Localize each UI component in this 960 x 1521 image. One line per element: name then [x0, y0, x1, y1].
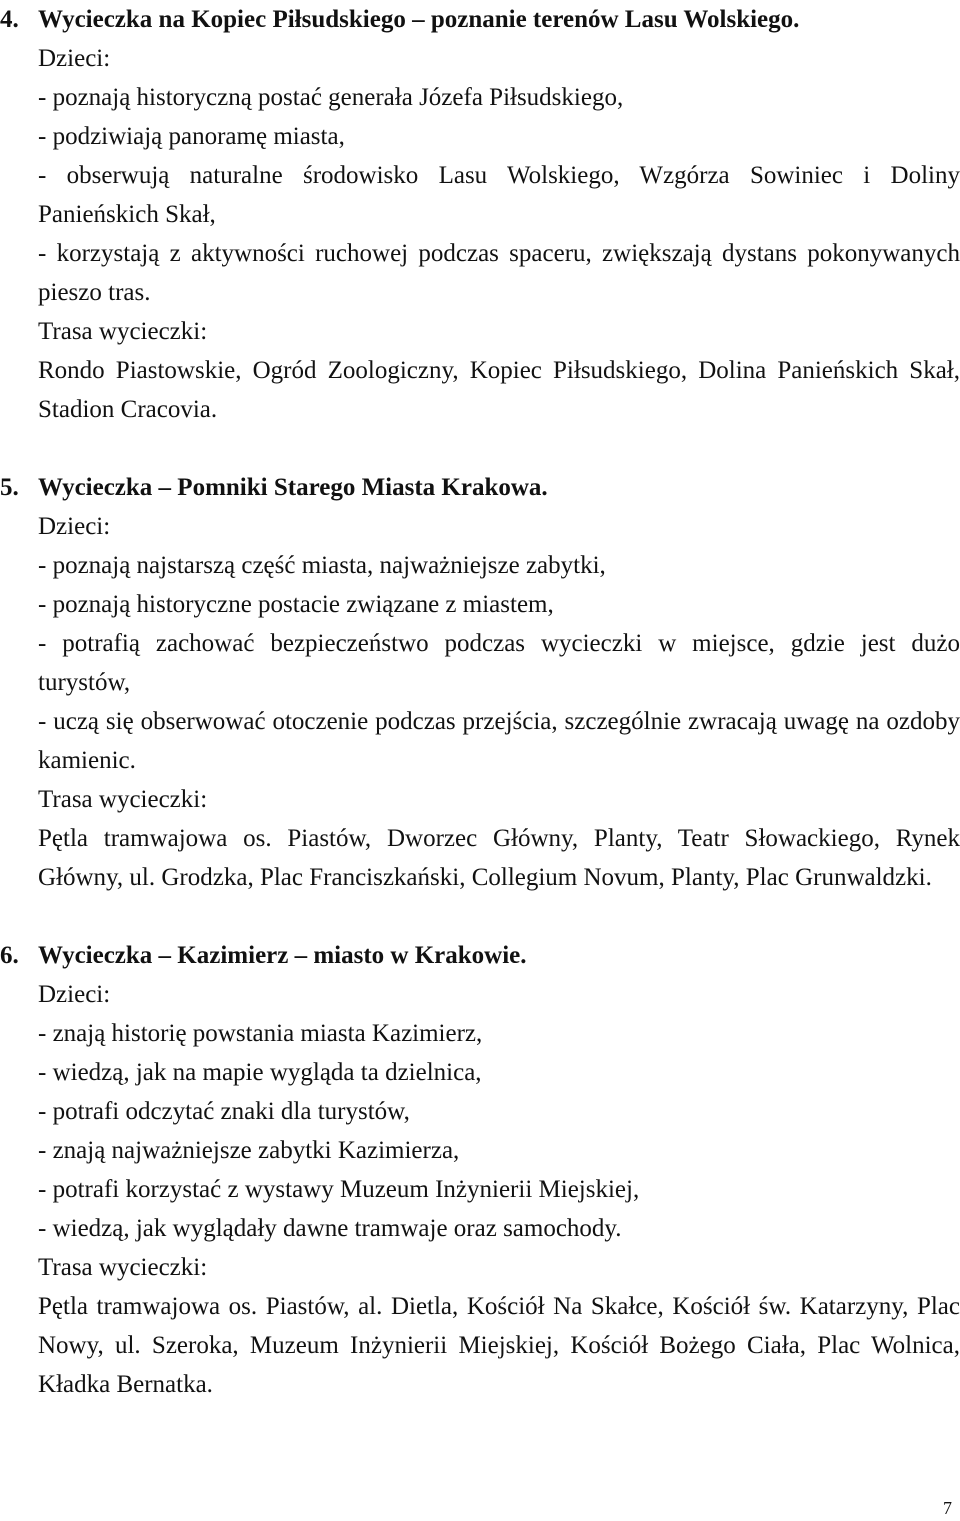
section-number: 6. — [0, 942, 19, 969]
section-heading — [0, 0, 922, 39]
goal-item: - potrafi korzystać z wystawy Muzeum Inżynierii Miejskiej, — [38, 1176, 640, 1203]
route-text: Pętla tramwajowa os. Piastów, Dworzec Główny, Planty, Teatr Słowackiego, Rynek Główny, ul. Grodzka, Plac Franciszkański, Collegium Novum, Planty, Plac Grunwaldzki. — [38, 825, 960, 891]
section-5 — [0, 468, 960, 897]
section-spacer — [38, 897, 960, 936]
goal-item: - poznają historyczną postać generała Józefa Piłsudskiego, — [38, 84, 624, 111]
goal-item: - korzystają z aktywności ruchowej podczas spaceru, zwiększają dystans pokonywanych pieszo tras. — [38, 240, 960, 306]
section-number: 4. — [0, 6, 19, 33]
section-6 — [0, 936, 960, 1404]
route-label: Trasa wycieczki: — [38, 786, 208, 813]
goal-item: - wiedzą, jak wyglądały dawne tramwaje oraz samochody. — [38, 1215, 622, 1242]
section-4 — [0, 0, 960, 429]
goal-item: - znają najważniejsze zabytki Kazimierza, — [38, 1137, 460, 1164]
goals-label: Dzieci: — [38, 513, 111, 540]
route-text: Rondo Piastowskie, Ogród Zoologiczny, Kopiec Piłsudskiego, Dolina Panieńskich Skał, Stadion Cracovia. — [38, 357, 960, 423]
goals-label: Dzieci: — [38, 981, 111, 1008]
goal-item: - potrafią zachować bezpieczeństwo podczas wycieczki w miejsce, gdzie jest dużo turystów, — [38, 630, 960, 696]
section-heading — [0, 936, 922, 975]
goal-item: - podziwiają panoramę miasta, — [38, 123, 345, 150]
route-text: Pętla tramwajowa os. Piastów, al. Dietla, Kościół Na Skałce, Kościół św. Katarzyny, Plac Nowy, ul. Szeroka, Muzeum Inżynierii Miejskiej, Kościół Bożego Ciała, Plac Wolnica, Kładka Bernatka. — [38, 1293, 960, 1398]
goal-item: - poznają najstarszą część miasta, najważniejsze zabytki, — [38, 552, 606, 579]
goal-item: - potrafi odczytać znaki dla turystów, — [38, 1098, 410, 1125]
section-heading — [0, 468, 922, 507]
goal-item: - obserwują naturalne środowisko Lasu Wolskiego, Wzgórza Sowiniec i Doliny Panieńskich Skał, — [38, 162, 960, 228]
route-label: Trasa wycieczki: — [38, 1254, 208, 1281]
section-title: Wycieczka – Kazimierz – miasto w Krakowie. — [38, 942, 527, 969]
page-number: 7 — [943, 1498, 952, 1518]
goal-item: - uczą się obserwować otoczenie podczas przejścia, szczególnie zwracają uwagę na ozdoby kamienic. — [38, 708, 960, 774]
route-label: Trasa wycieczki: — [38, 318, 208, 345]
section-spacer — [38, 429, 960, 468]
goal-item: - poznają historyczne postacie związane z miastem, — [38, 591, 554, 618]
goal-item: - wiedzą, jak na mapie wygląda ta dzielnica, — [38, 1059, 482, 1086]
goals-label: Dzieci: — [38, 45, 111, 72]
goal-item: - znają historię powstania miasta Kazimierz, — [38, 1020, 483, 1047]
section-title: Wycieczka – Pomniki Starego Miasta Krakowa. — [38, 474, 548, 501]
section-number: 5. — [0, 474, 19, 501]
section-title: Wycieczka na Kopiec Piłsudskiego – poznanie terenów Lasu Wolskiego. — [38, 6, 800, 33]
